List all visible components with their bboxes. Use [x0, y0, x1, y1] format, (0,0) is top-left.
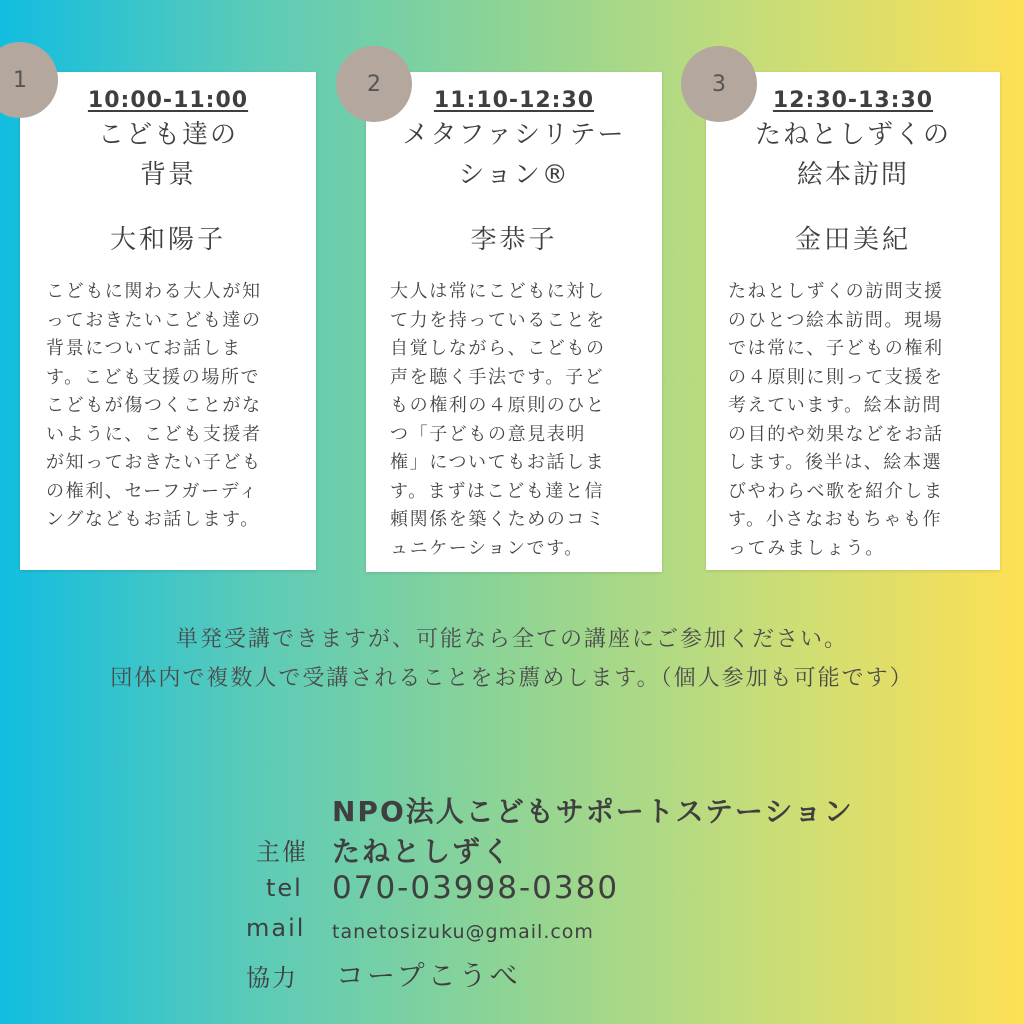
session-speaker: 大和陽子 — [109, 225, 226, 255]
desc-line: て力を持っていることを — [390, 309, 606, 331]
tel-number: 070-03998-0380 — [332, 870, 620, 906]
cooperation-name: コープこうべ — [336, 959, 521, 992]
session-time: 10:00-11:00 — [87, 88, 249, 113]
note-line: 団体内で複数人で受講されることをお薦めします。（個人参加も可能です） — [110, 666, 914, 691]
session-time: 11:10-12:30 — [433, 88, 595, 113]
organizer-name-line2: たねとしずく — [332, 835, 513, 868]
session-title-line: こども達の — [97, 120, 238, 150]
desc-line: いように、こども支援者 — [46, 423, 262, 445]
session-title-line: 背景 — [139, 160, 196, 190]
session-description — [728, 278, 982, 563]
session-title — [380, 115, 648, 195]
session-title-line: 絵本訪問 — [796, 160, 909, 190]
desc-line: っておきたいこども達の — [46, 309, 262, 331]
organizer-label: 主催 — [256, 838, 308, 866]
session-speaker: 李恭子 — [470, 225, 558, 255]
session-title — [720, 115, 986, 195]
desc-line: もの権利の４原則のひと — [390, 395, 606, 416]
session-title — [34, 115, 302, 195]
tel-label: tel — [266, 874, 303, 902]
session-number-badge: 3 — [681, 46, 757, 122]
session-number-badge: 2 — [336, 46, 412, 122]
session-description — [46, 278, 298, 535]
session-description — [390, 278, 644, 563]
desc-line: こどもに関わる大人が知 — [46, 281, 262, 302]
desc-line: 考えています。絵本訪問 — [728, 395, 943, 416]
mail-label: mail — [246, 914, 306, 942]
organizer-name-line1: NPO法人こどもサポートステーション — [332, 795, 854, 828]
desc-line: す。まずはこども達と信 — [390, 480, 605, 502]
desc-line: す。小さなおもちゃも作 — [728, 509, 943, 530]
mail-address: tanetosizuku@gmail.com — [332, 921, 594, 943]
desc-line: します。後半は、絵本選 — [728, 452, 943, 473]
session-title-line: たねとしずくの — [754, 120, 951, 150]
cooperation-label: 協力 — [246, 964, 298, 992]
session-card-2 — [366, 72, 662, 572]
desc-line: 自覚しながら、こどもの — [390, 338, 606, 359]
desc-line: びやわらべ歌を紹介しま — [728, 480, 944, 502]
desc-line: 背景についてお話しま — [46, 338, 242, 359]
desc-line: こどもが傷つくことがな — [46, 395, 262, 416]
session-card-1 — [20, 72, 316, 570]
attendance-notes — [0, 620, 1024, 698]
desc-line: 頼関係を築くためのコミ — [390, 509, 606, 530]
session-speaker: 金田美紀 — [794, 225, 911, 255]
desc-line: 権」についてもお話しま — [390, 452, 606, 473]
session-time: 12:30-13:30 — [772, 88, 934, 113]
desc-line: の４原則に則って支援を — [728, 366, 944, 388]
desc-line: ングなどもお話します。 — [46, 509, 260, 530]
desc-line: す。こども支援の場所で — [46, 366, 261, 388]
note-line: 単発受講できますが、可能なら全ての講座にご参加ください。 — [175, 627, 848, 652]
desc-line: 大人は常にこどもに対し — [390, 281, 606, 302]
desc-line: では常に、子どもの権利 — [728, 338, 944, 359]
session-title-line: ション® — [458, 160, 570, 190]
desc-line: つ「子どもの意見表明 — [390, 423, 586, 445]
desc-line: 声を聴く手法です。子ど — [390, 366, 605, 388]
desc-line: が知っておきたい子ども — [46, 452, 262, 473]
desc-line: ってみましょう。 — [728, 537, 885, 559]
desc-line: の目的や効果などをお話 — [728, 423, 944, 445]
session-number-badge: 1 — [0, 42, 58, 118]
session-card-3 — [706, 72, 1000, 570]
session-title-line: メタファシリテー — [402, 120, 626, 150]
desc-line: のひとつ絵本訪問。現場 — [728, 309, 944, 331]
desc-line: ュニケーションです。 — [390, 537, 584, 559]
desc-line: の権利、セーフガーディ — [46, 480, 259, 502]
desc-line: たねとしずくの訪問支援 — [728, 281, 944, 302]
